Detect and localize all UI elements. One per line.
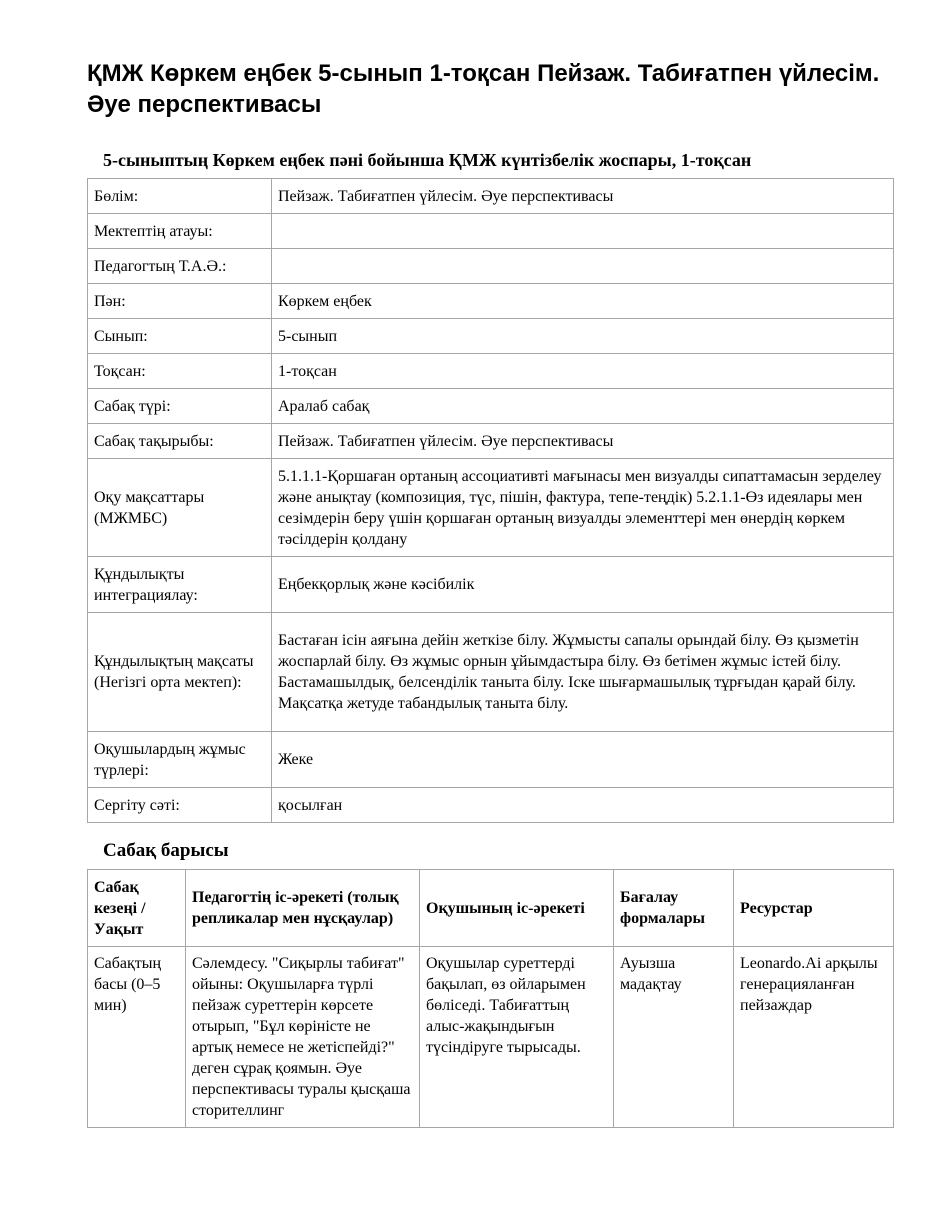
cell-stage: Сабақтың басы (0–5 мин) xyxy=(88,947,186,1128)
row-value: Аралаб сабақ xyxy=(272,389,894,424)
cell-student: Оқушылар суреттерді бақылап, өз ойларымен бөліседі. Табиғаттың алыс-жақындығын түсіндіруге тырысады. xyxy=(420,947,614,1128)
row-value: Пейзаж. Табиғатпен үйлесім. Әуе перспективасы xyxy=(272,424,894,459)
lesson-table xyxy=(87,869,894,1128)
table-row xyxy=(88,179,894,214)
column-header-assessment: Бағалау формалары xyxy=(614,870,734,947)
document-subtitle: 5-сыныптың Көркем еңбек пәні бойынша ҚМЖ күнтізбелік жоспары, 1-тоқсан xyxy=(103,150,752,170)
table-row xyxy=(88,732,894,788)
row-value: Бастаған ісін аяғына дейін жеткізе білу. Жұмысты сапалы орындай білу. Өз қызметін жоспарлай білу. Өз жұмыс орнын ұйымдастыра білу. Өз бетімен жұмыс істей білу. Бастамашылдық, белсенділік таныта білу. Іске шығармашылық тұрғыдан қарай білу. Мақсатқа жетуде табандылық таныта білу. xyxy=(272,613,894,732)
row-label: Сергіту сәті: xyxy=(88,788,272,823)
row-label: Сабақ тақырыбы: xyxy=(88,424,272,459)
cell-resources: Leonardo.Ai арқылы генерацияланған пейзаждар xyxy=(734,947,894,1128)
table-row xyxy=(88,613,894,732)
info-table xyxy=(87,178,894,823)
table-row xyxy=(88,389,894,424)
table-row xyxy=(88,459,894,557)
row-value xyxy=(272,249,894,284)
row-value: Пейзаж. Табиғатпен үйлесім. Әуе перспективасы xyxy=(272,179,894,214)
table-row xyxy=(88,788,894,823)
row-label: Сабақ түрі: xyxy=(88,389,272,424)
table-row xyxy=(88,424,894,459)
row-label: Сынып: xyxy=(88,319,272,354)
column-header-stage: Сабақ кезеңі / Уақыт xyxy=(88,870,186,947)
table-row xyxy=(88,947,894,1128)
row-value: Көркем еңбек xyxy=(272,284,894,319)
table-row xyxy=(88,557,894,613)
row-value: Еңбекқорлық және кәсібилік xyxy=(272,557,894,613)
row-value: 5.1.1.1-Қоршаған ортаның ассоциативті мағынасы мен визуалды сипаттамасын зерделеу және анықтау (композиция, түс, пішін, фактура, тепе-теңдік) 5.2.1.1-Өз идеялары мен сезімдерін беру үшін қоршаған ортаның визуалды элементтері мен өнердің көркем тәсілдерін қолдану xyxy=(272,459,894,557)
row-value xyxy=(272,214,894,249)
row-label: Құндылықтың мақсаты (Негізгі орта мектеп): xyxy=(88,613,272,732)
row-label: Бөлім: xyxy=(88,179,272,214)
table-header-row xyxy=(88,870,894,947)
row-value: Жеке xyxy=(272,732,894,788)
section-title: Сабақ барысы xyxy=(103,840,229,861)
row-value: 5-сынып xyxy=(272,319,894,354)
cell-assessment: Ауызша мадақтау xyxy=(614,947,734,1128)
row-value: 1-тоқсан xyxy=(272,354,894,389)
table-row xyxy=(88,249,894,284)
column-header-teacher: Педагогтің іс-әрекеті (толық репликалар мен нұсқаулар) xyxy=(186,870,420,947)
row-value: қосылған xyxy=(272,788,894,823)
row-label: Тоқсан: xyxy=(88,354,272,389)
table-row xyxy=(88,319,894,354)
table-row xyxy=(88,214,894,249)
column-header-resources: Ресурстар xyxy=(734,870,894,947)
row-label: Пән: xyxy=(88,284,272,319)
document-title: ҚМЖ Көркем еңбек 5-сынып 1-тоқсан Пейзаж. Табиғатпен үйлесім. Әуе перспективасы xyxy=(87,60,880,118)
column-header-student: Оқушының іс-әрекеті xyxy=(420,870,614,947)
row-label: Оқу мақсаттары (МЖМБС) xyxy=(88,459,272,557)
row-label: Педагогтың Т.А.Ә.: xyxy=(88,249,272,284)
table-row xyxy=(88,354,894,389)
cell-teacher: Сәлемдесу. "Сиқырлы табиғат" ойыны: Оқушыларға түрлі пейзаж суреттерін көрсете отырып, "Бұл көріністе не артық немесе не жетіспейді?" деген сұрақ қоямын. Әуе перспективасы туралы қысқаша сторителлинг xyxy=(186,947,420,1128)
row-label: Мектептің атауы: xyxy=(88,214,272,249)
row-label: Құндылықты интеграциялау: xyxy=(88,557,272,613)
table-row xyxy=(88,284,894,319)
row-label: Оқушылардың жұмыс түрлері: xyxy=(88,732,272,788)
